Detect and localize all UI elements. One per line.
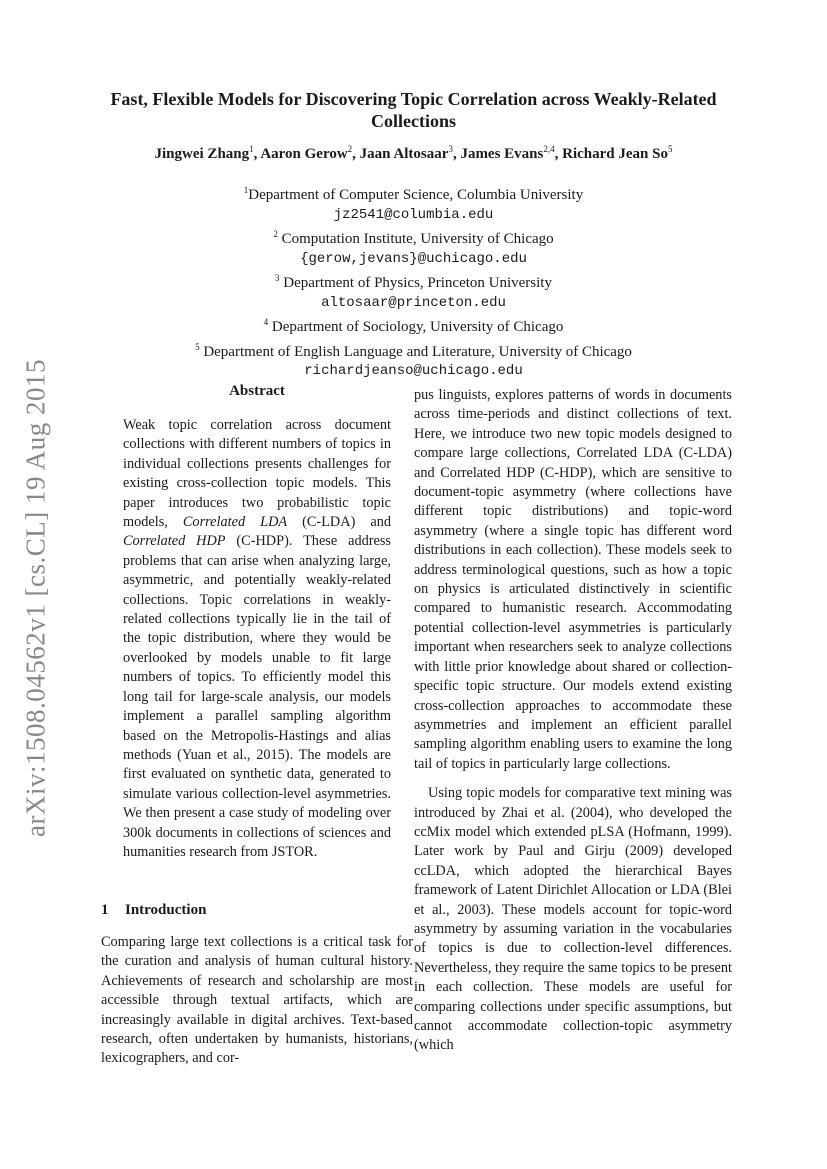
author-name: Aaron Gerow xyxy=(260,146,348,162)
affiliation xyxy=(100,269,727,294)
author-name: Richard Jean So xyxy=(562,146,668,162)
author-sup: 2,4 xyxy=(543,144,555,154)
author-list: Jingwei Zhang$^1$, Aaron Gerow$^2$, Jaan Altosaar$^3$, James Evans$^{2,4}$, Richard Jean So$^5$ xyxy=(154,144,673,162)
affiliation-text: Department of English Language and Literature, University of Chicago xyxy=(199,343,632,360)
section-heading xyxy=(101,902,413,919)
email: jz2541@columbia.edu xyxy=(333,206,494,223)
affiliation xyxy=(100,313,727,338)
email: altosaar@princeton.edu xyxy=(321,294,506,311)
abstract-text: (C-LDA) and xyxy=(287,514,391,531)
affiliation xyxy=(100,181,727,206)
affiliations xyxy=(100,181,727,382)
affiliation-sup: 5 xyxy=(195,341,200,352)
right-column xyxy=(414,386,732,1056)
author-sup: 1 xyxy=(249,144,254,154)
intro-paragraph-left: Comparing large text collections is a critical task for the curation and analysis of human cultural history. Achievements of research and scholarship are most accessible through textual artifacts, which are increasingly available in digital archives. Text-based research, often undertaken by humanists, historians, lexicographers, and cor- xyxy=(101,934,413,1067)
affiliation-sup: 3 xyxy=(275,273,280,283)
email: richardjeanso@uchicago.edu xyxy=(304,363,523,379)
email: {gerow,jevans}@uchicago.edu xyxy=(300,250,527,267)
section-title: Introduction xyxy=(125,902,207,918)
author-name: James Evans xyxy=(460,146,544,162)
section-number: 1 xyxy=(101,902,109,918)
abstract-emphasis: Correlated LDA xyxy=(182,514,288,531)
affiliation-sup: 2 xyxy=(273,229,278,239)
affiliation-text: Department of Computer Science, Columbia University xyxy=(248,187,584,203)
author-name: Jingwei Zhang xyxy=(154,146,250,162)
abstract-text: Weak topic correlation across document collections with different numbers of topics in individual collections presents challenges for existing cross-collection topic models. This paper introduces two probabilistic topic models, xyxy=(123,417,391,531)
abstract-text: (C-HDP). These address problems that can arise when analyzing large, asymmetric, and potentially weakly-related collections. Topic correlations in weakly-related collections typically lie in the tail of the topic distribution, where they would be overlooked by models unable to fit large numbers of topics. To efficiently model this long tail for large-scale analysis, our models implement a parallel sampling algorithm based on the Metropolis-Hastings and alias methods (Yuan et al., 2015). The models are first evaluated on synthetic data, generated to simulate various collection-level asymmetries. We then present a case study of modeling over 300k documents in collections of sciences and humanities research from JSTOR. xyxy=(123,533,391,860)
paper-title: Fast, Flexible Models for Discovering Topic Correlation across Weakly-Related Collections xyxy=(110,89,717,131)
abstract-emphasis: Correlated HDP xyxy=(123,533,226,550)
author-name: Jaan Altosaar xyxy=(359,146,449,162)
abstract-body xyxy=(123,416,391,862)
author-sup: 5 xyxy=(667,144,673,154)
intro-paragraph-right-1: pus linguists, explores patterns of words in documents across time-periods and distinct collections of text. Here, we introduce two new topic models designed to compare large collections, Correlated LDA (C-LDA) and Correlated HDP (C-HDP), which are sensitive to document-topic asymmetry (where collections have different topic distributions) and topic-word asymmetry (where a single topic has different word distributions in each collection). These models seek to address terminological questions, such as how a topic on physics is articulated distinctively in scientific compared to humanistic research. Accommodating potential collection-level asymmetries is particularly important when researchers seek to analyze collections with little prior knowledge about shared or collection-specific topic structure. Our models extend existing cross-collection approaches to accommodate these asymmetries and implement an efficient parallel sampling algorithm enabling users to examine the long tail of topics in particularly large collections. xyxy=(414,387,732,772)
affiliation-text: Department of Sociology, University of Chicago xyxy=(268,319,564,335)
author-sup: 3 xyxy=(448,144,453,154)
abstract-heading: Abstract xyxy=(229,383,285,399)
affiliation xyxy=(100,338,727,363)
affiliation-text: Department of Physics, Princeton University xyxy=(279,275,552,291)
author-sup: 2 xyxy=(347,144,353,154)
affiliation-sup: 4 xyxy=(263,317,269,327)
intro-paragraph-right-2: Using topic models for comparative text mining was introduced by Zhai et al. (2004), who developed the ccMix model which extended pLSA (Hofmann, 1999). Later work by Paul and Girju (2009) developed ccLDA, which adopted the hierarchical Bayes framework of Latent Dirichlet Allocation or LDA (Blei et al., 2003). These models account for topic-word asymmetry by assuming variation in the vocabularies of topics is due to collection-level differences. Nevertheless, they require the same topics to be present in each collection. These models are useful for comparing collections under specific assumptions, but cannot accommodate collection-topic asymmetry (which xyxy=(414,785,732,1054)
affiliation xyxy=(100,225,727,250)
affiliation-sup: 1 xyxy=(243,185,249,195)
affiliation-text: Computation Institute, University of Chicago xyxy=(277,231,554,247)
arxiv-stamp-text: arXiv:1508.04562v1 [cs.CL] 19 Aug 2015 xyxy=(20,359,51,837)
